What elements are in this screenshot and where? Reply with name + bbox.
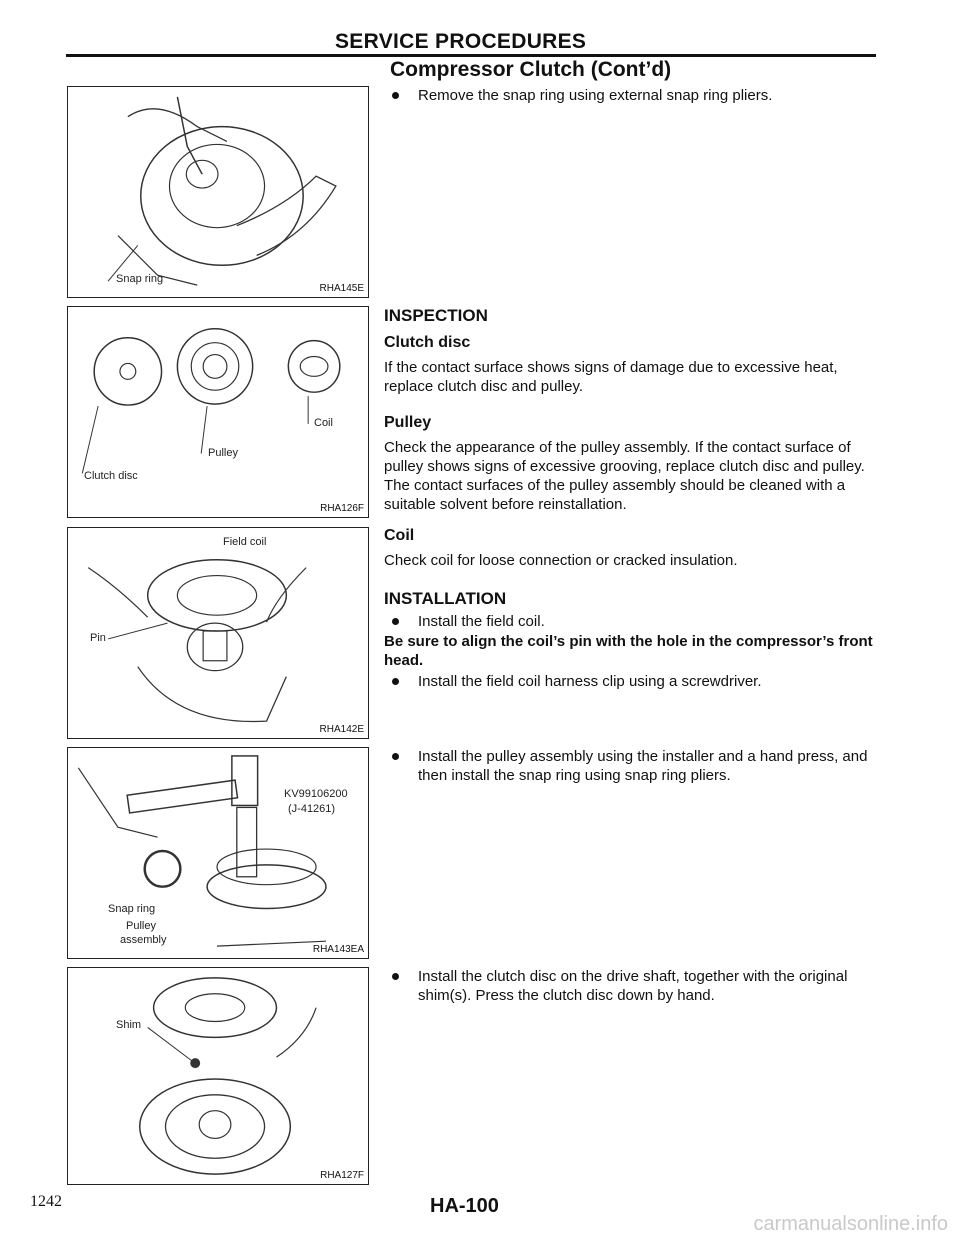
- label-assembly: assembly: [120, 934, 167, 946]
- watermark: carmanualsonline.info: [753, 1213, 948, 1235]
- clutch-parts-illustration: [68, 307, 368, 517]
- label-tool-number: KV99106200: [284, 788, 348, 800]
- heading-installation: INSTALLATION: [384, 589, 507, 608]
- figure-code: RHA126F: [320, 503, 364, 514]
- page-header-title: SERVICE PROCEDURES: [335, 30, 587, 53]
- label-clutch-disc: Clutch disc: [84, 470, 138, 482]
- note-align-pin: Be sure to align the coil’s pin with the hole in the compressor’s front head.: [384, 633, 873, 669]
- figure-code: RHA142E: [319, 724, 364, 735]
- figure-remove-snap-ring: [67, 86, 369, 298]
- bullet-icon: [392, 753, 399, 760]
- figure-clutch-disc-install: [67, 967, 369, 1185]
- clutch-disc-installation-illustration: [68, 968, 368, 1184]
- text-pulley: Check the appearance of the pulley assembly. If the contact surface of pulley shows signs of excessive grooving, replace clutch disc and pulley. The contact surfaces of the pulley assembly should be cleaned with a suitable solvent before reinstallation.: [384, 439, 865, 513]
- label-field-coil: Field coil: [223, 536, 267, 548]
- figure-pulley-install: [67, 747, 369, 959]
- label-tool-alt-number: (J-41261): [288, 803, 336, 815]
- label-coil: Coil: [314, 417, 333, 429]
- bullet-icon: [392, 618, 399, 625]
- label-snap-ring: Snap ring: [116, 273, 164, 285]
- label-pin: Pin: [90, 632, 106, 644]
- label-shim: Shim: [116, 1019, 142, 1031]
- section-subtitle: Compressor Clutch (Cont’d): [390, 58, 672, 81]
- pulley-installation-illustration: [68, 748, 368, 958]
- figure-code: RHA145E: [319, 283, 364, 294]
- figure-field-coil: [67, 527, 369, 739]
- text-clutch-disc: If the contact surface shows signs of damage due to excessive heat, replace clutch disc and pulley.: [384, 359, 838, 395]
- field-coil-illustration: [68, 528, 368, 738]
- figure-code: RHA143EA: [312, 944, 364, 955]
- heading-inspection: INSPECTION: [384, 306, 488, 325]
- heading-pulley: Pulley: [384, 414, 432, 431]
- figure-code: RHA127F: [320, 1170, 364, 1181]
- page-number: 1242: [30, 1193, 62, 1210]
- section-page-code: HA-100: [430, 1195, 499, 1217]
- heading-clutch-disc: Clutch disc: [384, 334, 471, 351]
- label-pulley: Pulley: [126, 920, 156, 932]
- label-pulley: Pulley: [208, 447, 238, 459]
- bullet-icon: [392, 92, 399, 99]
- snap-ring-removal-illustration: [68, 87, 368, 297]
- figure-clutch-parts: [67, 306, 369, 518]
- header-rule: [66, 54, 876, 57]
- label-snap-ring: Snap ring: [108, 903, 156, 915]
- text-coil: Check coil for loose connection or cracked insulation.: [384, 552, 738, 569]
- bullet-icon: [392, 678, 399, 685]
- heading-coil: Coil: [384, 527, 415, 544]
- bullet-icon: [392, 973, 399, 980]
